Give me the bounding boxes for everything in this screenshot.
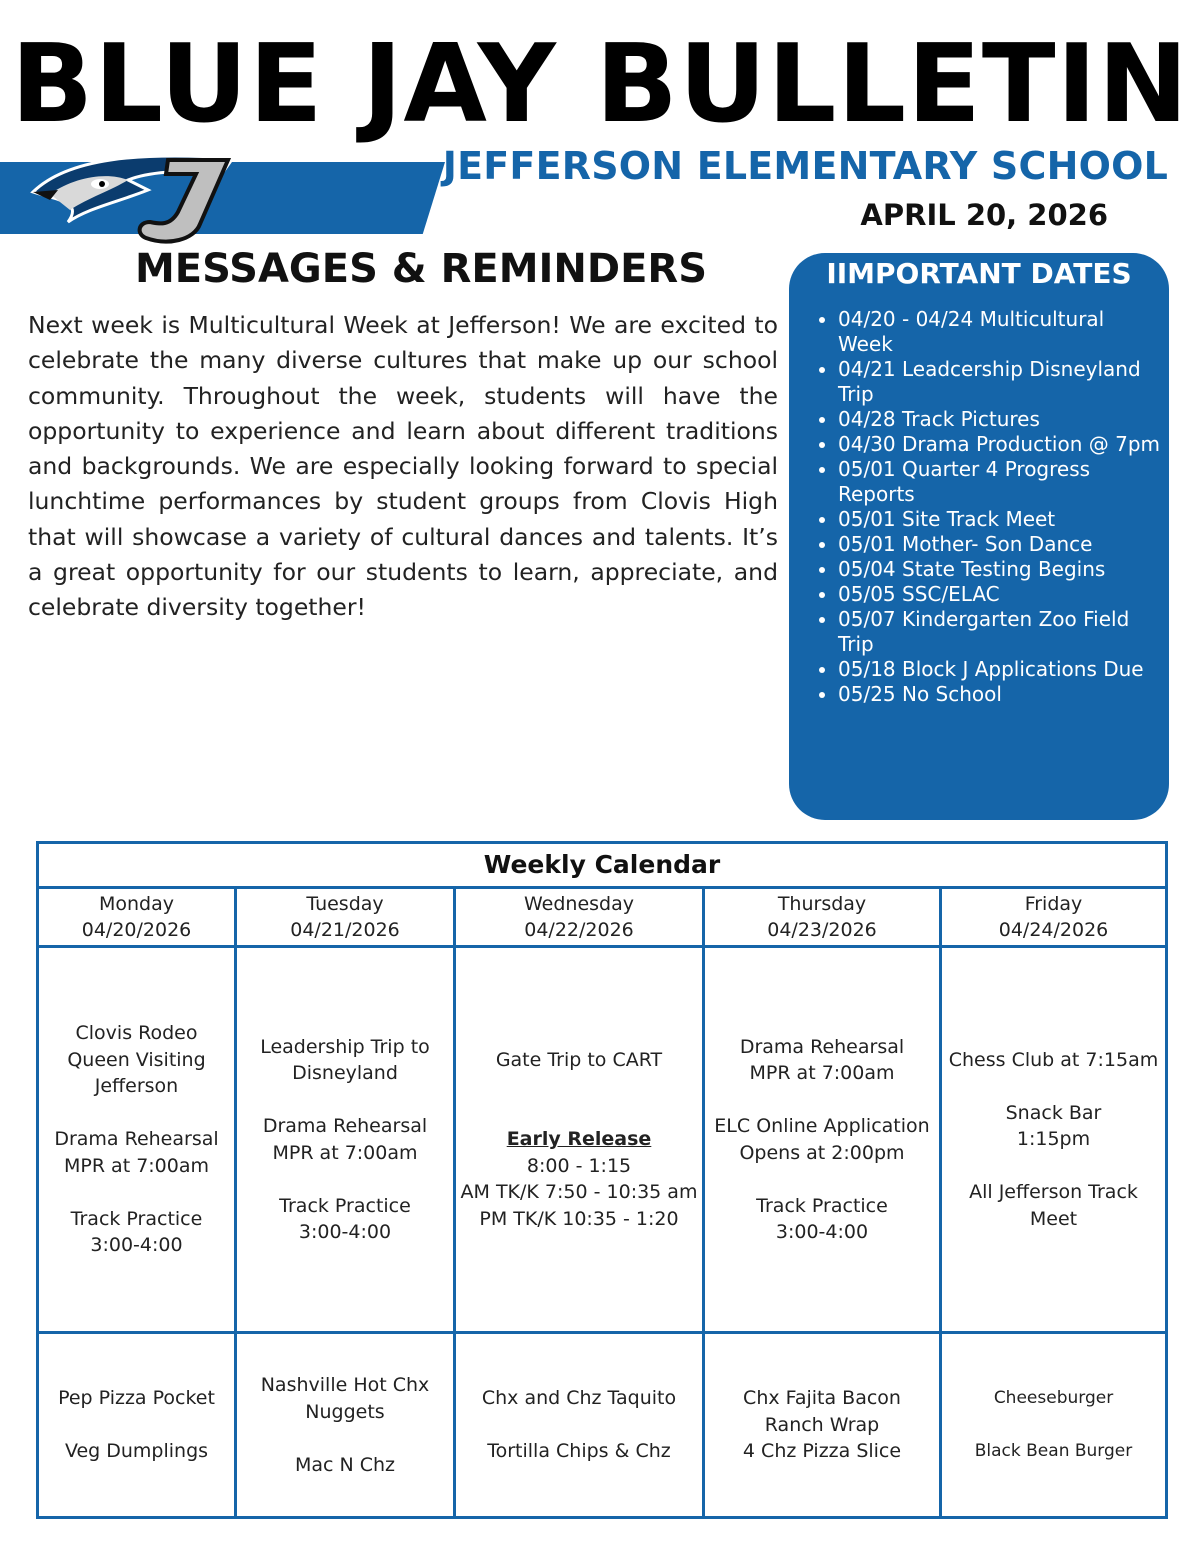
lunch-line: Cheeseburger [993,1388,1114,1409]
school-name: JEFFERSON ELEMENTARY SCHOOL [442,144,1168,188]
event-line: AM TK/K 7:50 - 10:35 am [460,1181,698,1204]
event-line: Chess Club at 7:15am [948,1048,1159,1071]
event-line: 8:00 - 1:15 [526,1154,632,1177]
event-line: MPR at 7:00am [272,1141,418,1164]
lunch-line: 4 Chz Pizza Slice [742,1440,902,1463]
events-wednesday [455,946,704,1332]
lunch-line: Nashville Hot Chx [260,1374,430,1397]
weekly-calendar [36,841,1168,1519]
lunch-line: Nuggets [305,1400,385,1423]
date-item: • 05/05 SSC/ELAC [838,582,1160,607]
date-item: • 05/07 Kindergarten Zoo Field Trip [838,607,1160,657]
event-line: PM TK/K 10:35 - 1:20 [479,1207,679,1230]
lunch-line: Veg Dumplings [64,1440,209,1463]
event-line: Leadership Trip to [260,1035,430,1058]
date-item: • 04/30 Drama Production @ 7pm [838,432,1160,457]
event-line: 3:00-4:00 [90,1234,183,1257]
day-header-wednesday [455,888,704,947]
important-dates-list [789,307,1160,707]
lunch-wednesday [455,1333,704,1518]
event-line: Track Practice [279,1194,411,1217]
lunch-line: Black Bean Burger [974,1441,1133,1462]
lunch-line: Mac N Chz [294,1453,396,1476]
day-date: 04/24/2026 [998,919,1109,942]
date-item: • 05/18 Block J Applications Due [838,657,1160,682]
event-line: Clovis Rodeo [75,1022,198,1045]
event-line: Snack Bar [1005,1101,1102,1124]
calendar-title: Weekly Calendar [38,843,1167,888]
event-line: Disneyland [292,1062,398,1085]
day-date: 04/23/2026 [767,919,877,942]
lunch-line: Ranch Wrap [764,1413,880,1436]
bulletin-date: APRIL 20, 2026 [860,198,1108,232]
date-item: • 05/25 No School [838,682,1160,707]
day-header-tuesday [236,888,455,947]
date-item: • 04/20 - 04/24 Multicultural Week [838,307,1160,357]
date-item: • 05/01 Site Track Meet [838,507,1160,532]
lunch-line: Chx Fajita Bacon [743,1387,901,1410]
day-name: Wednesday [523,892,634,915]
event-line: Track Practice [70,1207,203,1230]
event-line: Drama Rehearsal [262,1115,428,1138]
date-item: • 05/01 Quarter 4 Progress Reports [838,457,1160,507]
lunch-tuesday [236,1333,455,1518]
day-name: Monday [98,892,174,915]
event-line: Opens at 2:00pm [739,1141,905,1164]
lunch-monday [38,1333,236,1518]
messages-body: Next week is Multicultural Week at Jefferson! We are excited to celebrate the many diverse cultures that make up our school community. Throughout the week, students will have the opportunity to experience and learn about different traditions and backgrounds. We are especially looking forward to special lunchtime performances by student groups from Clovis High that will showcase a variety of cultural dances and talents. It’s a great opportunity for our students to learn, appreciate, and celebrate diversity together! [28,311,778,622]
lunch-friday [941,1333,1167,1518]
event-line: Track Practice [756,1194,888,1217]
event-line: Jefferson [94,1075,179,1098]
event-line: Queen Visiting [67,1048,206,1071]
lunch-line: Chx and Chz Taquito [481,1387,677,1410]
events-tuesday [236,946,455,1332]
event-line: Drama Rehearsal [54,1128,219,1151]
important-dates-panel [789,253,1169,820]
lunch-line: Pep Pizza Pocket [58,1387,215,1410]
date-item: • 04/28 Track Pictures [838,407,1160,432]
day-name: Tuesday [306,892,384,915]
date-item: • 05/01 Mother- Son Dance [838,532,1160,557]
date-item: • 04/21 Leadcership Disneyland Trip [838,357,1160,407]
important-dates-title: IIMPORTANT DATES [826,257,1132,290]
event-line: Meet [1029,1207,1078,1230]
lunch-line: Tortilla Chips & Chz [487,1440,671,1463]
event-line: All Jefferson Track [969,1181,1138,1204]
lunch-thursday [704,1333,941,1518]
event-line: 1:15pm [1016,1128,1091,1151]
date-item: • 05/04 State Testing Begins [838,557,1160,582]
day-name: Thursday [777,892,867,915]
event-line: 3:00-4:00 [775,1221,869,1244]
messages-heading: MESSAGES & REMINDERS [135,246,708,292]
day-name: Friday [1024,892,1083,915]
events-thursday [704,946,941,1332]
event-line: MPR at 7:00am [63,1154,210,1177]
event-line: Drama Rehearsal [739,1035,905,1058]
event-line: MPR at 7:00am [749,1062,895,1085]
event-line: 3:00-4:00 [298,1221,392,1244]
event-line: ELC Online Application [714,1115,930,1138]
blue-jay-logo-icon [28,150,243,250]
events-monday [38,946,236,1332]
events-friday [941,946,1167,1332]
day-date: 04/20/2026 [81,919,192,942]
bulletin-title: BLUE JAY BULLETIN [10,22,1190,147]
day-date: 04/22/2026 [524,919,634,942]
day-header-thursday [704,888,941,947]
event-line: Gate Trip to CART [495,1048,663,1071]
day-header-monday [38,888,236,947]
day-header-friday [941,888,1167,947]
day-date: 04/21/2026 [290,919,400,942]
early-release-label: Early Release [506,1128,652,1151]
